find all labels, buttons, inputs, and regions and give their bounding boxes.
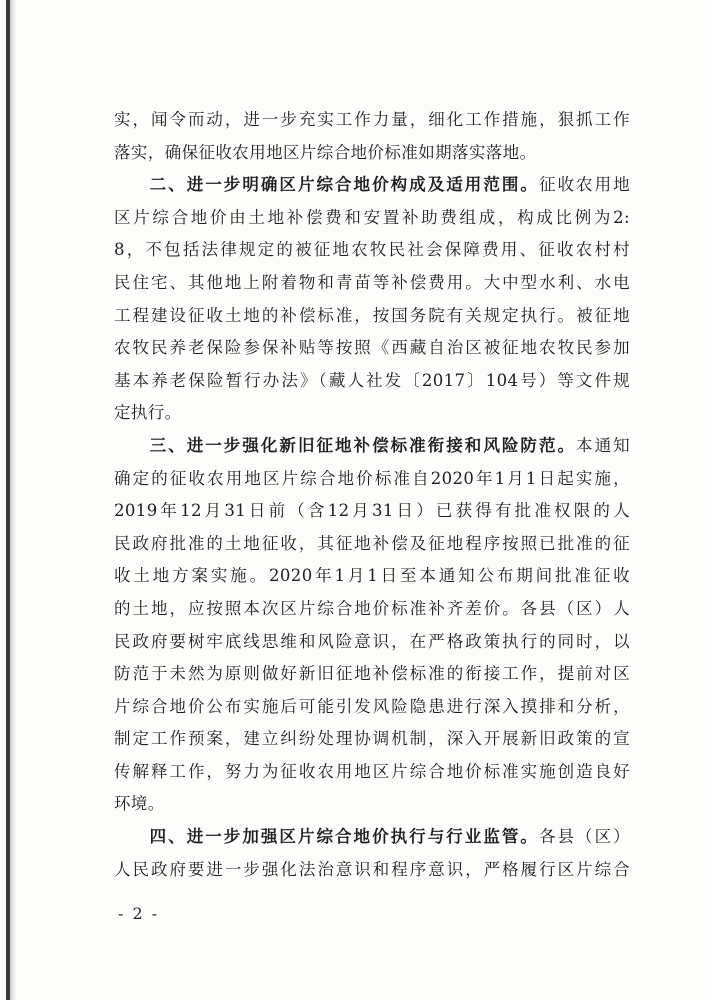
text-line	[114, 104, 630, 137]
line-text: 的土地，应按照本次区片综合地价标准补齐差价。各县（区）人	[114, 598, 630, 618]
text-line	[114, 593, 630, 626]
text-line	[114, 430, 630, 463]
line-text: 民政府要树牢底线思维和风险意识，在严格政策执行的同时，以	[114, 631, 630, 651]
line-text: 民政府批准的土地征收，其征地补偿及征地程序按照已批准的征	[114, 533, 630, 553]
line-text: 防范于未然为原则做好新旧征地补偿标准的衔接工作，提前对区	[114, 664, 630, 684]
text-line	[114, 137, 630, 170]
text-line	[114, 560, 630, 593]
line-text: 实，闻令而动，进一步充实工作力量，细化工作措施，狠抓工作	[114, 110, 630, 129]
line-text: 区片综合地价由土地补偿费和安置补助费组成，构成比例为2:	[114, 207, 630, 227]
text-line	[114, 788, 630, 821]
line-text: 基本养老保险暂行办法》（藏人社发〔2017〕104号）等文件规	[114, 370, 630, 390]
text-line	[114, 691, 630, 724]
line-text: 落实，确保征收农用地区片综合地价标准如期落实落地。	[114, 142, 537, 162]
text-line	[114, 658, 630, 691]
line-text: 确定的征收农用地区片综合地价标准自2020年1月1日起实施，	[114, 468, 630, 488]
text-line	[114, 463, 630, 496]
section-heading: 三、进一步强化新旧征地补偿标准衔接和风险防范。	[148, 435, 577, 455]
line-text: 传解释工作，努力为征收农用地区片综合地价标准实施创造良好	[114, 761, 630, 781]
line-text: 环境。	[114, 794, 165, 814]
line-text: 农牧民养老保险参保补贴等按照《西藏自治区被征地农牧民参加	[114, 338, 630, 358]
text-line	[114, 821, 630, 854]
text-line	[114, 854, 630, 887]
line-text: 民住宅、其他地上附着物和青苗等补偿费用。大中型水利、水电	[114, 272, 630, 292]
line-text: 人民政府要进一步强化法治意识和程序意识，严格履行区片综合	[114, 859, 630, 879]
text-line	[114, 528, 630, 561]
section-heading: 二、进一步明确区片综合地价构成及适用范围。	[148, 175, 539, 195]
text-line	[114, 756, 630, 789]
text-line	[114, 397, 630, 430]
line-text: 制定工作预案，建立纠纷处理协调机制，深入开展新旧政策的宣	[114, 729, 630, 749]
line-text: 各县（区）	[538, 827, 630, 847]
text-line	[114, 723, 630, 756]
line-text: 收土地方案实施。2020年1月1日至本通知公布期间批准征收	[114, 566, 630, 586]
text-line	[114, 300, 630, 333]
body-text	[114, 104, 630, 886]
line-text: 本通知	[576, 435, 630, 455]
text-line	[114, 626, 630, 659]
line-text: 定执行。	[114, 403, 182, 423]
scan-binding-shadow	[10, 0, 16, 1000]
text-line	[114, 267, 630, 300]
text-line	[114, 365, 630, 398]
line-text: 片综合地价公布实施后可能引发风险隐患进行深入摸排和分析，	[114, 696, 630, 716]
line-text: 征收农用地	[538, 175, 630, 195]
text-line	[114, 332, 630, 365]
text-line	[114, 234, 630, 267]
line-text: 8，不包括法律规定的被征地农牧民社会保障费用、征收农村村	[114, 240, 630, 260]
section-heading: 四、进一步加强区片综合地价执行与行业监管。	[148, 827, 539, 847]
page-number: - 2 -	[118, 904, 160, 923]
line-text: 工程建设征收土地的补偿标准，按国务院有关规定执行。被征地	[114, 305, 630, 325]
text-line	[114, 495, 630, 528]
text-line	[114, 169, 630, 202]
line-text: 2019年12月31日前（含12月31日）已获得有批准权限的人	[114, 501, 630, 521]
text-line	[114, 202, 630, 235]
